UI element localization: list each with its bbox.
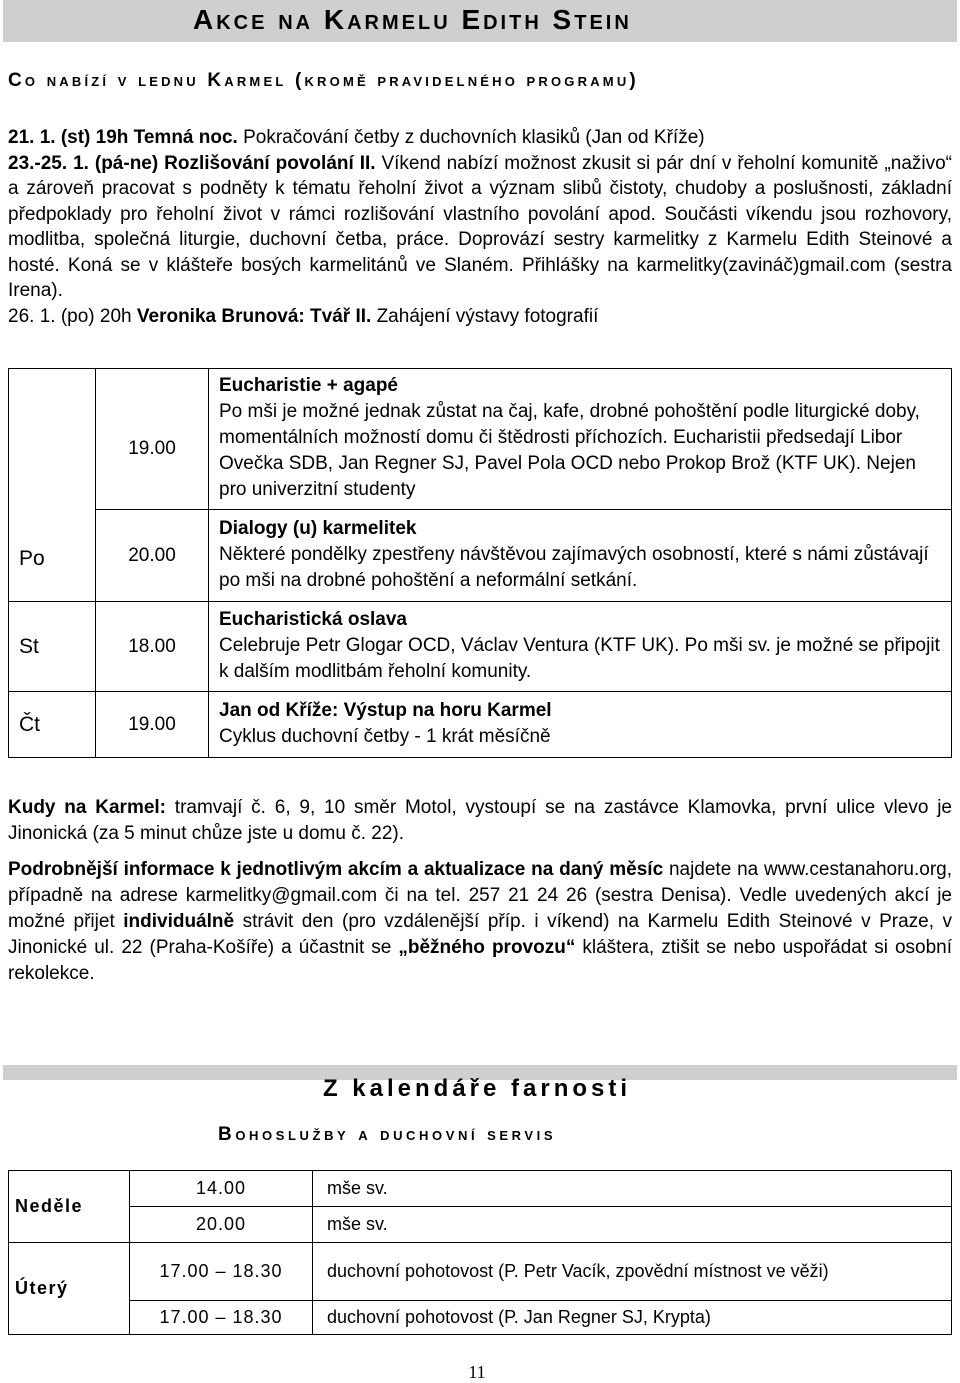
directions-label: Kudy na Karmel: xyxy=(8,797,167,818)
schedule-row xyxy=(9,692,952,758)
schedule-event xyxy=(209,602,952,692)
directions-paragraph xyxy=(8,795,952,847)
event-date-1: 21. 1. (st) 19h Temná noc. xyxy=(8,127,238,148)
schedule-event-title: Eucharistie + agapé xyxy=(219,375,398,396)
calendar-day: Úterý xyxy=(9,1243,130,1335)
calendar-subtitle: Bohoslužby a duchovní servis xyxy=(218,1124,557,1145)
event-date-2: 23.-25. 1. (pá-ne) Rozlišování povolání II. xyxy=(8,152,376,174)
schedule-day: Po xyxy=(9,369,96,602)
calendar-title: Z kalendáře farnosti xyxy=(322,1075,632,1102)
schedule-event-title: Jan od Kříže: Výstup na horu Karmel xyxy=(219,699,552,721)
schedule-event xyxy=(209,692,952,758)
calendar-time: 20.00 xyxy=(130,1207,313,1243)
calendar-time: 17.00 – 18.30 xyxy=(130,1243,313,1301)
schedule-time: 19.00 xyxy=(96,369,209,510)
more-info-paragraph xyxy=(8,857,952,987)
page-number: 11 xyxy=(468,1362,486,1382)
event-text-2: Víkend nabízí možnost zkusit si pár dní v řeholní komunitě „naživo“ a zároveň pracovat s podněty k tématu řeholní život a význam slibů čistoty, chudoby a poslušnosti, základní předpoklady pro řeholní život v rámci rozlišování vlastního povolání apod. Součásti víkendu jsou rozhovory, modlitba, společná liturgie, duchovní četba, práce. Doprovází sestry karmelitky z Karmelu Edith Steinové a hosté. Koná se v klášteře bosých karmelitánů ve Slaném. Přihlášky na karmelitky(zavináč)gmail.com (sestra Irena). xyxy=(8,152,952,301)
schedule-event-text: Cyklus duchovní četby - 1 krát měsíčně xyxy=(219,725,551,747)
calendar-event: duchovní pohotovost (P. Petr Vacík, zpovědní místnost ve věži) xyxy=(313,1243,952,1301)
calendar-row xyxy=(9,1301,952,1335)
event-text-1: Pokračování četby z duchovních klasiků (Jan od Kříže) xyxy=(237,127,705,148)
calendar-event: mše sv. xyxy=(313,1171,952,1207)
parish-calendar-table xyxy=(8,1170,952,1335)
calendar-row xyxy=(9,1171,952,1207)
more-info-text-2: strávit den (pro vzdálenější příp. i víkend) na Karmelu Edith Steinové v Praze, v Jinonické ul. 22 (Praha-Košíře) a účastnit se xyxy=(8,911,952,958)
more-info-text-3: kláštera, ztišit se nebo uspořádat si osobní rekolekce. xyxy=(8,937,952,984)
calendar-event: mše sv. xyxy=(313,1207,952,1243)
schedule-event xyxy=(209,510,952,602)
more-info-individual: individuálně xyxy=(123,911,235,932)
more-info-regular-operation: „běžného provozu“ xyxy=(398,937,576,958)
schedule-event xyxy=(209,369,952,510)
page-title: Akce na Karmelu Edith Stein xyxy=(193,4,632,35)
section-subheading: Co nabízí v lednu Karmel (kromě pravidelného programu) xyxy=(8,70,639,91)
schedule-day: St xyxy=(9,602,96,692)
intro-paragraph xyxy=(8,125,952,329)
schedule-row xyxy=(9,602,952,692)
calendar-day: Neděle xyxy=(9,1171,130,1243)
event-date-3: 26. 1. (po) 20h xyxy=(8,305,137,327)
title-bar xyxy=(3,0,957,42)
event-title-3: Veronika Brunová: Tvář II. xyxy=(136,305,372,327)
more-info-text-1: najdete na www.cestanahoru.org, případně na adrese karmelitky@gmail.com či na tel. 257 21 24 26 (sestra Denisa). Vedle uvedených akcí je možné přijet xyxy=(8,859,952,932)
schedule-row xyxy=(9,510,952,602)
schedule-time: 19.00 xyxy=(96,692,209,758)
schedule-day: Čt xyxy=(9,692,96,758)
calendar-time: 14.00 xyxy=(130,1171,313,1207)
calendar-row xyxy=(9,1243,952,1301)
schedule-event-text: Celebruje Petr Glogar OCD, Václav Ventura (KTF UK). Po mši sv. je možné se připojit k dalším modlitbám řeholní komunity. xyxy=(219,634,940,682)
schedule-event-text: Některé pondělky zpestřeny návštěvou zajímavých osobností, které s námi zůstávají po mši na drobné pohoštění a neformální setkání. xyxy=(219,543,929,591)
more-info-heading: Podrobnější informace k jednotlivým akcím a aktualizace na daný měsíc xyxy=(8,859,664,880)
schedule-event-text: Po mši je možné jednak zůstat na čaj, kafe, drobné pohoštění podle liturgické doby, momentálních možností domu či štědrosti příchozích. Eucharistii předsedají Libor Ovečka SDB, Jan Regner SJ, Pavel Pola OCD nebo Prokop Brož (KTF UK). Nejen pro univerzitní studenty xyxy=(219,401,920,500)
calendar-event: duchovní pohotovost (P. Jan Regner SJ, Krypta) xyxy=(313,1301,952,1335)
schedule-event-title: Dialogy (u) karmelitek xyxy=(219,517,417,539)
directions-text: tramvají č. 6, 9, 10 směr Motol, vystoupí se na zastávce Klamovka, první ulice vlevo je Jinonická (za 5 minut chůze jste u domu č. 22). xyxy=(8,797,952,844)
event-text-3: Zahájení výstavy fotografií xyxy=(371,305,599,327)
schedule-time: 20.00 xyxy=(96,510,209,602)
schedule-row xyxy=(9,369,952,510)
calendar-time: 17.00 – 18.30 xyxy=(130,1301,313,1335)
schedule-event-title: Eucharistická oslava xyxy=(219,608,407,630)
schedule-time: 18.00 xyxy=(96,602,209,692)
weekly-schedule-table xyxy=(8,368,952,758)
calendar-row xyxy=(9,1207,952,1243)
